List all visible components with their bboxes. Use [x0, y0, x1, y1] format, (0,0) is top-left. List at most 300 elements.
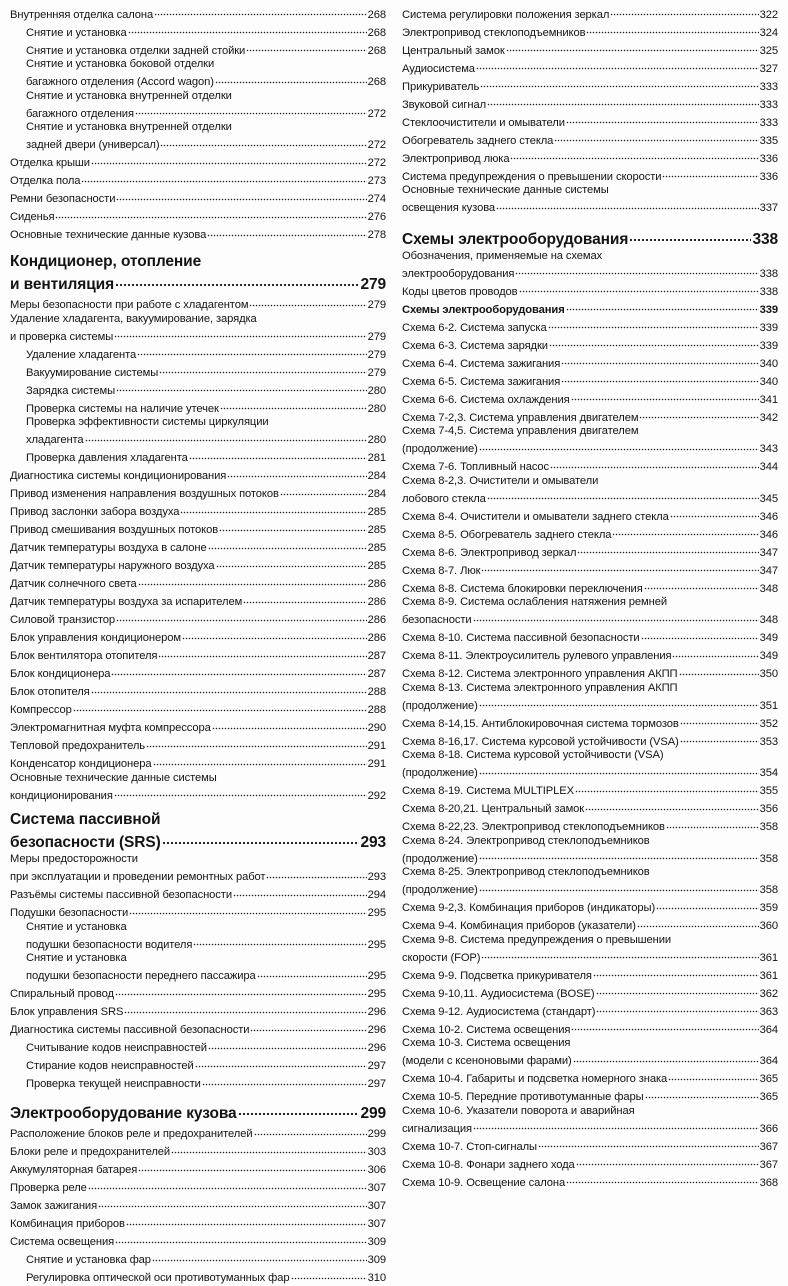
toc-entry-line [10, 592, 386, 610]
toc-entry [10, 903, 386, 921]
toc-entry-line [26, 135, 386, 153]
toc-entry-line [10, 754, 386, 772]
toc-entry [402, 983, 778, 1001]
page-number: 351 [759, 699, 778, 712]
toc-entry-title: Схема 6-2. Система запуска [402, 321, 547, 334]
toc-entry-title: Электропривод люка [402, 152, 510, 165]
dot-leader [479, 439, 759, 453]
page-number: 299 [367, 1128, 386, 1140]
dot-leader [577, 542, 758, 556]
page-number: 291 [367, 758, 386, 770]
toc-entry-title: Схема 10-9. Освещение салона [402, 1176, 566, 1189]
page-number: 279 [360, 275, 386, 293]
toc-entry-title: Схема 6-5. Система зажигания [402, 375, 561, 388]
toc-entry-line [402, 695, 778, 713]
toc-entry-title: Система предупреждения о превышении скорости [402, 170, 662, 183]
toc-entry-title: Схема 8-6. Электропривод зеркал [402, 546, 577, 559]
toc-entry-title: (продолжение) [402, 852, 478, 865]
toc-entry-line [402, 58, 778, 76]
toc-entry-line [26, 344, 386, 362]
toc-entry-text-line: Схема 9-8. Система предупреждения о превышении [402, 933, 672, 946]
page-number: 285 [367, 560, 386, 572]
page-number: 309 [367, 1254, 386, 1266]
dot-leader [233, 885, 367, 899]
page-number: 286 [367, 596, 386, 608]
toc-subentry [10, 40, 386, 58]
dot-leader [479, 848, 759, 862]
page-number: 362 [759, 987, 778, 1000]
section-heading [10, 1100, 386, 1123]
dot-leader [215, 72, 367, 86]
toc-entry-title: Схема 9-4. Комбинация приборов (указатели) [402, 920, 636, 932]
toc-entry-title: Подушки безопасности [10, 907, 129, 919]
page-number: 285 [367, 524, 386, 536]
toc-entry-text-line: Схема 10-3. Система освещения [402, 1037, 571, 1049]
page-number: 333 [759, 116, 778, 129]
toc-subentry [10, 1056, 386, 1074]
page-number: 327 [759, 62, 778, 75]
toc-entry-line [10, 502, 386, 520]
toc-entry-line [10, 556, 386, 574]
toc-entry-line [402, 916, 778, 934]
page-number: 346 [759, 528, 778, 541]
toc-entry-line [402, 353, 778, 371]
toc-entry [402, 1172, 778, 1190]
dot-leader [566, 112, 759, 126]
dot-leader [637, 916, 759, 930]
toc-entry-line [10, 829, 386, 852]
toc-entry [10, 700, 386, 718]
toc-entry-line [10, 700, 386, 718]
toc-entry [402, 1154, 778, 1172]
toc-entry-title: при эксплуатации и проведении ремонтных работ [10, 871, 266, 883]
toc-entry [402, 184, 778, 216]
toc-entry [10, 885, 386, 903]
toc-entry-title: задней двери (универсал) [26, 139, 160, 151]
dot-leader [128, 22, 367, 36]
toc-entry-title: багажного отделения [26, 107, 134, 120]
toc-entry [402, 1087, 778, 1105]
page-number: 295 [367, 938, 386, 951]
toc-entry [402, 524, 778, 542]
dot-leader [596, 983, 759, 997]
page-number: 333 [759, 98, 778, 111]
toc-entry-title: Схемы электрооборудования [402, 230, 629, 248]
toc-subentry [10, 921, 386, 953]
toc-subentry [10, 58, 386, 90]
dot-leader [487, 488, 759, 502]
toc-entry-line [10, 610, 386, 628]
dot-leader [182, 628, 367, 642]
toc-entry-line [26, 103, 386, 121]
toc-entry [10, 4, 386, 22]
toc-subentry [10, 952, 386, 984]
page-number: 286 [367, 632, 386, 644]
toc-entry-line [402, 371, 778, 389]
page-number: 338 [759, 267, 778, 280]
dot-leader [571, 389, 759, 403]
page-number: 280 [367, 434, 386, 446]
toc-subentry [10, 1074, 386, 1092]
dot-leader [515, 263, 758, 277]
toc-entry-title: Схема 8-12. Система электронного управления АКПП [402, 668, 678, 680]
toc-entry [402, 731, 778, 749]
page-number: 365 [759, 1073, 778, 1085]
page-number: 307 [367, 1200, 386, 1212]
toc-entry-line [10, 646, 386, 664]
toc-entry [402, 130, 778, 148]
dot-leader [159, 362, 366, 376]
toc-entry [402, 749, 778, 781]
toc-entry-title: Схема 9-9. Подсветка прикуривателя [402, 969, 592, 982]
toc-entry-title: Привод изменения направления воздушных потоков [10, 488, 279, 500]
toc-entry-title: Схема 10-7. Стоп-сигналы [402, 1140, 537, 1153]
page-number: 361 [759, 951, 778, 964]
toc-entry-line [402, 4, 778, 22]
toc-entry [402, 646, 778, 664]
toc-entry-title: Схема 6-4. Система зажигания [402, 357, 561, 370]
toc-entry [402, 835, 778, 867]
dot-leader [639, 407, 758, 421]
toc-entry-line [10, 736, 386, 754]
page-number: 348 [759, 582, 778, 595]
page-number: 297 [367, 1078, 386, 1090]
toc-entry-line [402, 130, 778, 148]
page-number: 268 [367, 8, 386, 21]
dot-leader [549, 335, 759, 349]
toc-entry [10, 466, 386, 484]
dot-leader [115, 271, 359, 289]
page-number: 307 [367, 1182, 386, 1194]
page-number: 338 [752, 230, 778, 248]
page-number: 368 [759, 1176, 778, 1189]
page-number: 294 [367, 889, 386, 901]
page-number: 293 [367, 871, 386, 883]
toc-subentry [10, 90, 386, 122]
toc-entry-title: Блок управления SRS [10, 1006, 124, 1018]
toc-entry-title: Проверка текущей неисправности [26, 1078, 201, 1090]
toc-entry-line [26, 1056, 386, 1074]
toc-entry-title: Проверка давления хладагента [26, 452, 188, 464]
dot-leader [662, 166, 758, 180]
toc-entry-line [10, 1002, 386, 1020]
toc-entry-title: (продолжение) [402, 443, 478, 455]
page-number: 285 [367, 506, 386, 518]
toc-entry-line [26, 1038, 386, 1056]
toc-entry-title: и проверка системы [10, 330, 114, 343]
toc-entry-line [10, 225, 386, 243]
toc-entry-title: Датчик температуры воздуха в салоне [10, 542, 207, 554]
toc-entry-title: Снятие и установка [26, 26, 127, 39]
dot-leader [629, 226, 751, 244]
toc-entry-title: Аккумуляторная батарея [10, 1164, 138, 1176]
toc-entry-line [402, 407, 778, 425]
dot-leader [672, 646, 758, 660]
toc-entry-line [402, 880, 778, 898]
toc-entry-line [10, 271, 386, 294]
toc-entry [10, 1160, 386, 1178]
toc-subentry [10, 380, 386, 398]
page-number: 297 [367, 1060, 386, 1072]
toc-subentry [10, 22, 386, 40]
toc-entry [402, 281, 778, 299]
toc-entry-line [402, 542, 778, 560]
toc-entry-text-line: Схема 8-2,3. Очистители и омыватели [402, 474, 599, 487]
toc-entry-title: Электромагнитная муфта компрессора [10, 722, 211, 734]
toc-entry-title: Схема 8-5. Обогреватель заднего стекла [402, 528, 612, 541]
toc-entry-line [26, 430, 386, 448]
toc-entry [402, 335, 778, 353]
page-number: 286 [367, 614, 386, 626]
toc-entry-line [26, 448, 386, 466]
toc-entry-line [402, 148, 778, 166]
dot-leader [126, 1214, 367, 1228]
dot-leader [550, 457, 759, 471]
dot-leader [91, 153, 367, 167]
page-number: 349 [759, 650, 778, 662]
dot-leader [573, 1051, 759, 1065]
toc-entry-title: багажного отделения (Accord wagon) [26, 76, 214, 88]
toc-entry-line [10, 1124, 386, 1142]
page-number: 278 [367, 229, 386, 241]
toc-column-right [402, 4, 778, 1190]
toc-entry-line [402, 763, 778, 781]
page-number: 295 [367, 907, 386, 919]
page-number: 348 [759, 614, 778, 626]
toc-entry [10, 574, 386, 592]
page-number: 358 [759, 852, 778, 865]
toc-entry-text-line: Схема 10-6. Указатели поворота и аварийная [402, 1104, 635, 1117]
toc-entry [402, 40, 778, 58]
dot-leader [158, 646, 366, 660]
toc-entry [402, 76, 778, 94]
dot-leader [612, 524, 758, 538]
page-number: 284 [367, 488, 386, 500]
toc-entry-line [402, 983, 778, 1001]
dot-leader [162, 829, 360, 847]
toc-entry-title: освещения кузова [402, 202, 496, 214]
page-number: 290 [367, 722, 386, 734]
page-number: 287 [367, 668, 386, 680]
toc-entry-line [402, 1172, 778, 1190]
page-number: 361 [759, 969, 778, 982]
toc-entry-line [402, 646, 778, 664]
dot-leader [506, 40, 759, 54]
toc-entry-title: Звуковой сигнал [402, 98, 487, 111]
dot-leader [656, 898, 759, 912]
dot-leader [85, 430, 367, 444]
toc-entry [10, 295, 386, 313]
dot-leader [496, 198, 759, 212]
toc-entry [10, 1214, 386, 1232]
page-number: 306 [367, 1164, 386, 1176]
toc-entry-title: Схема 8-10. Система пассивной безопасности [402, 632, 640, 644]
toc-entry-line [10, 466, 386, 484]
toc-entry-title: Сиденья [10, 211, 55, 223]
dot-leader [116, 610, 367, 624]
toc-entry-title: Комбинация приборов [10, 1218, 125, 1230]
page-number: 354 [759, 767, 778, 779]
toc-entry [402, 112, 778, 130]
toc-entry-title: Схема 7-2,3. Система управления двигателем [402, 411, 639, 424]
toc-entry-title: Схема 10-5. Передние противотуманные фары [402, 1091, 644, 1103]
page-number: 360 [759, 920, 778, 932]
toc-entry-line [402, 1019, 778, 1037]
toc-entry-title: Ремни безопасности [10, 193, 116, 205]
page-number: 341 [759, 393, 778, 406]
toc-entry [402, 934, 778, 966]
page-number: 345 [759, 492, 778, 505]
toc-entry-text-line: Основные технические данные системы [402, 184, 609, 196]
toc-entry [10, 502, 386, 520]
toc-entry-text-line: Проверка эффективности системы циркуляции [26, 416, 269, 428]
toc-entry-title: Схема 10-8. Фонари заднего хода [402, 1158, 575, 1171]
toc-subentry [10, 1268, 386, 1286]
toc-entry-title: Зарядка системы [26, 384, 116, 397]
toc-entry-line [402, 848, 778, 866]
toc-entry-title: Проверка системы на наличие утечек [26, 402, 219, 415]
toc-entry [10, 853, 386, 885]
toc-entry-title: Блок отопителя [10, 686, 90, 698]
toc-entry [402, 817, 778, 835]
toc-entry-title: Отделка пола [10, 175, 81, 187]
page-number: 347 [759, 546, 778, 559]
dot-leader [88, 1178, 367, 1192]
toc-entry-title: Схема 8-8. Система блокировки переключения [402, 582, 643, 595]
toc-entry [402, 475, 778, 507]
dot-leader [291, 1268, 367, 1282]
toc-entry-line [402, 317, 778, 335]
toc-entry [10, 682, 386, 700]
page-number: 288 [367, 704, 386, 716]
toc-entry [10, 207, 386, 225]
dot-leader [152, 1250, 367, 1264]
toc-entry-line [402, 965, 778, 983]
toc-entry-line [402, 664, 778, 682]
toc-entry [402, 799, 778, 817]
dot-leader [55, 207, 366, 221]
toc-entry-title: Блоки реле и предохранителей [10, 1146, 171, 1158]
toc-entry-line [402, 610, 778, 628]
toc-entry [402, 250, 778, 282]
toc-entry-title: Тепловой предохранитель [10, 740, 146, 752]
dot-leader [115, 1232, 367, 1246]
page-number: 336 [759, 152, 778, 165]
page-number: 286 [367, 578, 386, 590]
page-number: 299 [360, 1104, 386, 1122]
toc-entry-title: Основные технические данные кузова [10, 229, 207, 241]
toc-subentry [10, 344, 386, 362]
dot-leader [473, 1118, 759, 1132]
toc-entry [402, 457, 778, 475]
page-number: 365 [759, 1091, 778, 1103]
page-number: 268 [367, 26, 386, 39]
section-heading [10, 811, 386, 852]
dot-leader [98, 1196, 367, 1210]
page-number: 363 [759, 1005, 778, 1018]
toc-entry [10, 984, 386, 1002]
toc-entry-line [10, 1232, 386, 1250]
page-number: 279 [367, 299, 386, 311]
dot-leader [195, 1056, 367, 1070]
toc-entry [10, 484, 386, 502]
section-heading [10, 253, 386, 294]
dot-leader [610, 4, 758, 18]
toc-entry [10, 754, 386, 772]
toc-entry [402, 682, 778, 714]
toc-entry-title: подушки безопасности водителя [26, 938, 193, 951]
toc-entry-title: Схема 10-4. Габариты и подсветка номерного знака [402, 1073, 668, 1085]
page-number: 285 [367, 542, 386, 554]
toc-subentry [10, 448, 386, 466]
dot-leader [116, 380, 367, 394]
dot-leader [138, 1160, 366, 1174]
dot-leader [91, 682, 367, 696]
toc-entry-text-line: Схема 8-24. Электропривод стеклоподъемников [402, 834, 650, 847]
dot-leader [212, 718, 367, 732]
toc-entry-title: Считывание кодов неисправностей [26, 1042, 207, 1054]
toc-entry [402, 1136, 778, 1154]
dot-leader [668, 1069, 758, 1083]
toc-entry [402, 94, 778, 112]
toc-entry-title: Силовой транзистор [10, 614, 115, 626]
toc-entry-line [26, 362, 386, 380]
dot-leader [154, 4, 367, 18]
dot-leader [114, 785, 367, 799]
toc-entry [402, 1037, 778, 1069]
toc-entry-line [10, 1196, 386, 1214]
page-number: 303 [367, 1146, 386, 1158]
toc-entry-text-line: Снятие и установка [26, 952, 127, 964]
page-number: 340 [759, 357, 778, 370]
toc-entry [10, 1232, 386, 1250]
toc-entry-line [402, 817, 778, 835]
page-number: 358 [759, 821, 778, 833]
toc-entry-line [402, 781, 778, 799]
page-number: 338 [759, 285, 778, 298]
toc-entry [10, 1002, 386, 1020]
page-number: 342 [759, 411, 778, 424]
dot-leader [679, 664, 759, 678]
dot-leader [566, 299, 759, 313]
page-number: 359 [759, 902, 778, 914]
dot-leader [548, 317, 759, 331]
toc-subentry [10, 1250, 386, 1268]
dot-leader [243, 592, 366, 606]
toc-entry [10, 664, 386, 682]
toc-entry-title: Схема 8-22,23. Электропривод стеклоподъемников [402, 821, 665, 833]
toc-entry-line [10, 785, 386, 803]
toc-entry-title: Блок управления кондиционером [10, 632, 181, 644]
toc-entry-title: Схема 10-2. Система освещения [402, 1023, 571, 1036]
toc-entry-line [402, 22, 778, 40]
toc-entry-title: (продолжение) [402, 884, 478, 896]
toc-entry-line [10, 664, 386, 682]
toc-entry-line [402, 628, 778, 646]
dot-leader [73, 700, 367, 714]
toc-entry-text-line: Снятие и установка внутренней отделки [26, 89, 232, 102]
page-number: 279 [367, 366, 386, 379]
toc-entry-line [10, 867, 386, 885]
toc-entry-title: Схема 8-4. Очистители и омыватели заднего стекла [402, 510, 669, 523]
page-number: 352 [759, 717, 778, 730]
toc-entry-line [402, 166, 778, 184]
toc-entry-title: Схема 6-6. Система охлаждения [402, 393, 570, 406]
toc-entry-line [10, 628, 386, 646]
toc-entry-line [402, 439, 778, 457]
toc-entry-line [10, 189, 386, 207]
toc-entry [10, 520, 386, 538]
